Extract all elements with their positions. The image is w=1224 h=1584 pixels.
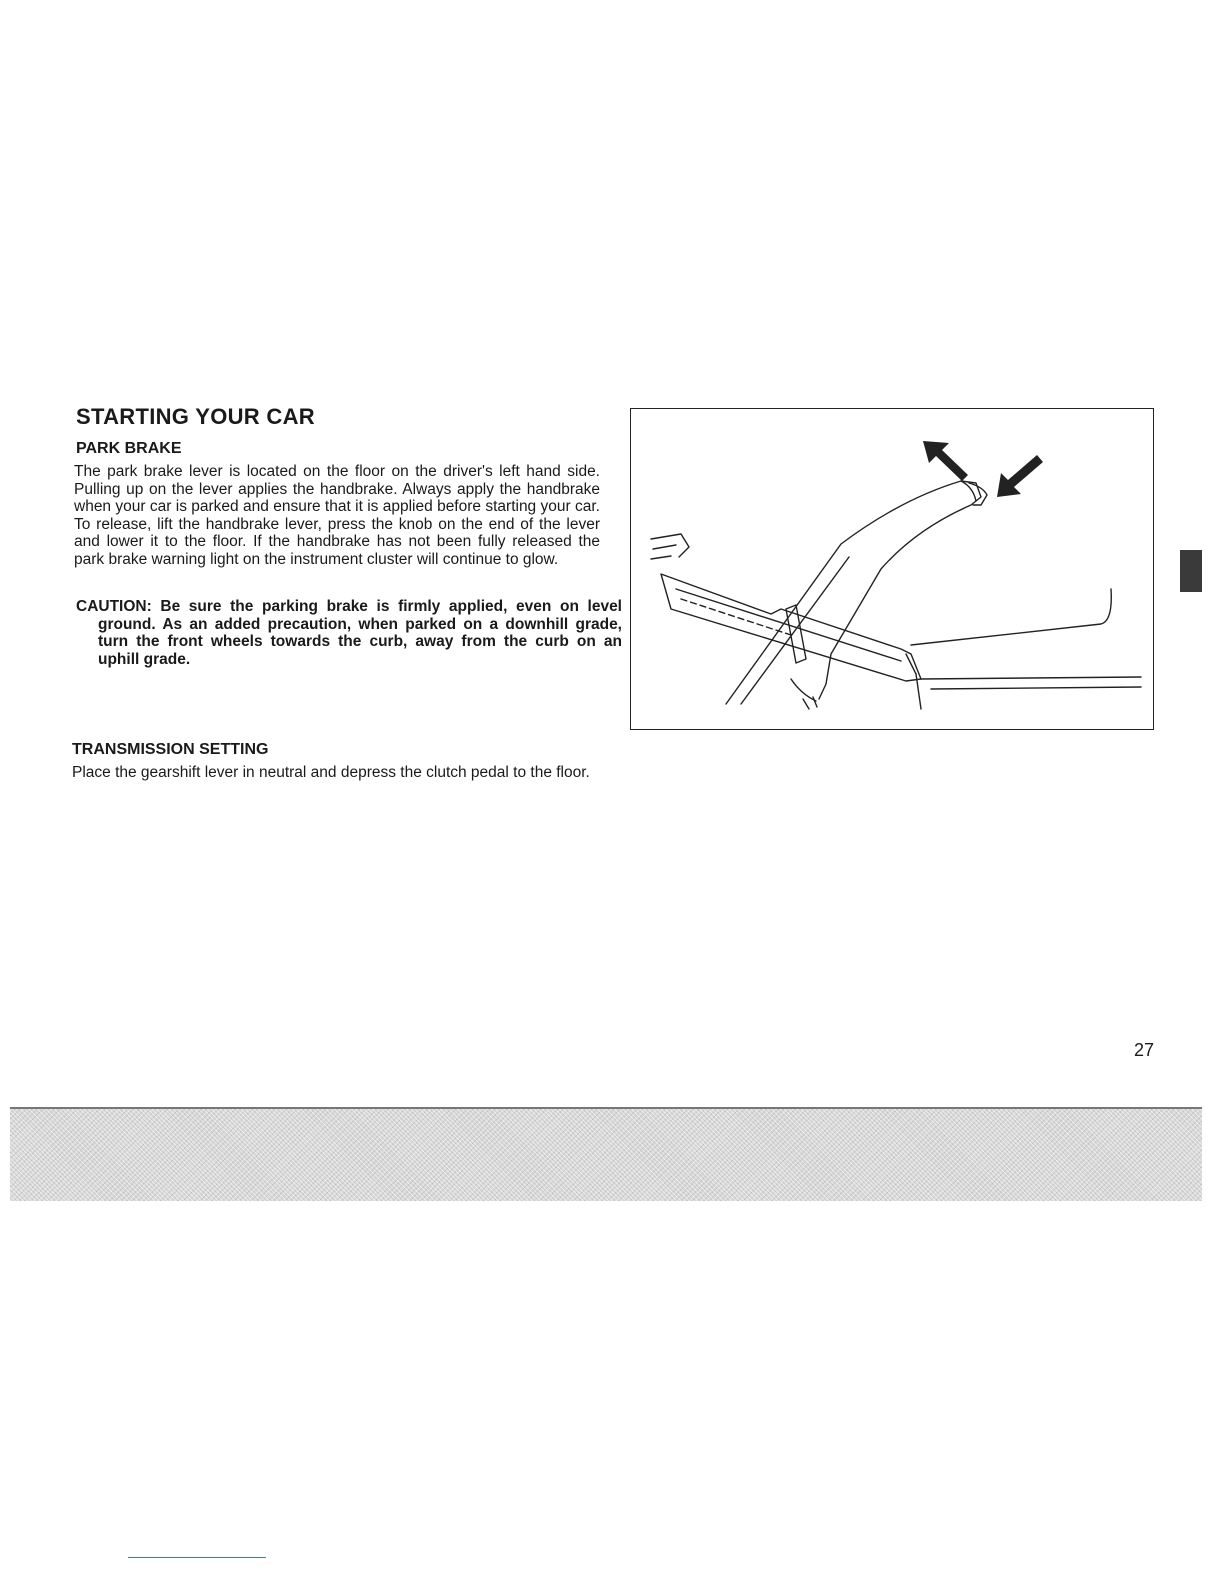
transmission-body: Place the gearshift lever in neutral and depress the clutch pedal to the floor. <box>72 764 590 781</box>
handbrake-figure <box>630 408 1154 730</box>
page-number: 27 <box>1134 1040 1155 1060</box>
press-knob-arrow-icon <box>997 455 1043 497</box>
park-brake-heading: PARK BRAKE <box>76 440 182 457</box>
release-knob <box>969 483 987 505</box>
handbrake-illustration <box>631 409 1154 730</box>
park-brake-body: The park brake lever is located on the floor on the driver's left hand side. Pulling up on the lever applies the handbrake. Always apply the handbrake when your car is parked and ensure that it is applied before starting your car. To release, lift the handbrake lever, press the knob on the end of the lever and lower it to the floor. If the handbrake has not been fully released the park brake warning light on the instrument cluster will continue to glow. <box>74 463 600 568</box>
console-panel <box>661 574 921 681</box>
handbrake-lever <box>726 481 981 704</box>
caution-note: CAUTION: Be sure the parking brake is firmly applied, even on level ground. As an added precaution, when parked on a downhill grade, turn the front wheels towards the curb, away from the curb on an uphill grade. <box>76 598 622 668</box>
trim-panel <box>911 589 1111 645</box>
scan-shading-band <box>10 1107 1202 1201</box>
transmission-heading: TRANSMISSION SETTING <box>72 741 269 758</box>
section-tab-marker <box>1180 550 1202 592</box>
page-title: STARTING YOUR CAR <box>76 404 315 429</box>
footer-rule <box>128 1557 266 1558</box>
lift-arrow-icon <box>923 441 968 481</box>
